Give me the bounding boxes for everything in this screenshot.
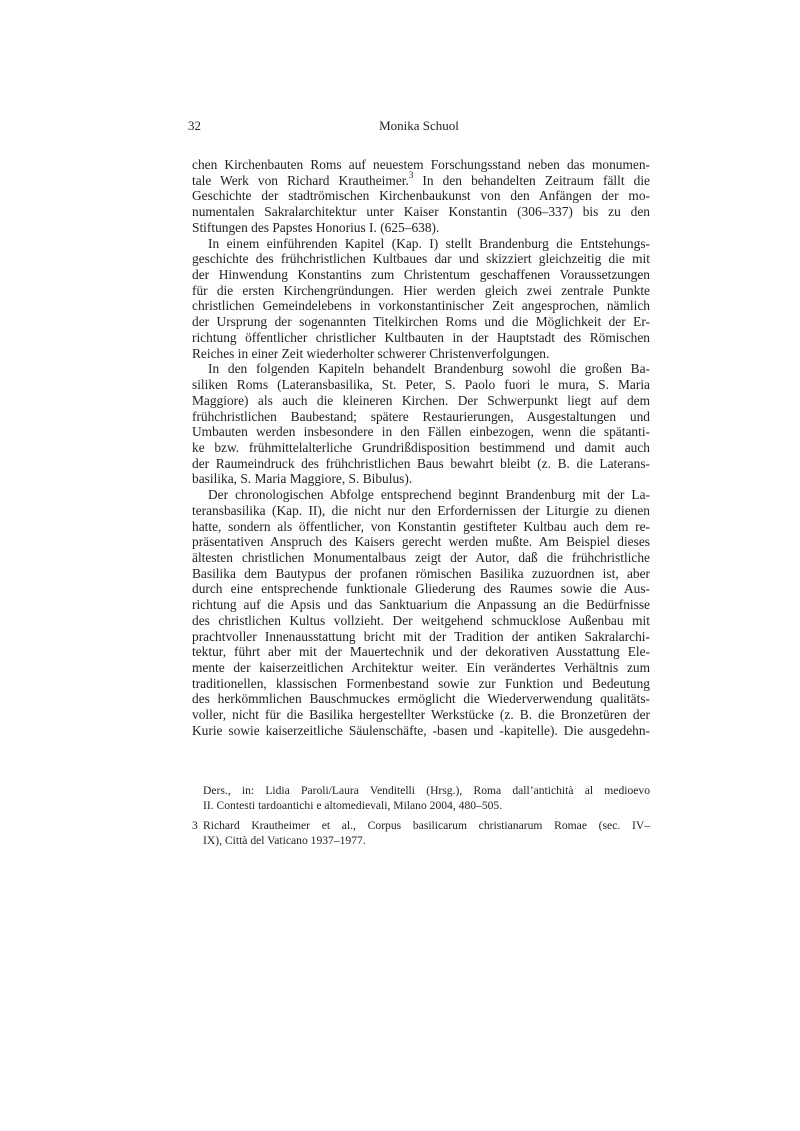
text-line: christlichen Gemeindelebens in vorkonstantinischer Zeit angesprochen, nämlich [192,298,650,314]
text-line: durch eine entsprechende funktionale Gliederung des Raumes sowie die Aus- [192,581,650,597]
text-line: numentalen Sakralarchitektur unter Kaiser Konstantin (306–337) bis zu den [192,204,650,220]
text-line: frühchristlichen Baubestand; spätere Restaurierungen, Ausgestaltungen und [192,408,650,424]
text-line: basilika, S. Maria Maggiore, S. Bibulus). [192,471,413,487]
text-line: hatte, sondern als öffentlicher, von Konstantin gestifteter Kultbau auch dem re- [192,518,650,534]
text-line: des herkömmlichen Bauschmuckes ermöglicht die Wiederverwendung qualitäts- [192,691,650,707]
paragraph [192,487,650,739]
text-line: In den folgenden Kapiteln behandelt Brandenburg sowohl die großen Ba- [208,361,650,377]
text-line: ältesten christlichen Monumentalbaus zeigt der Autor, daß die frühchristliche [192,549,650,565]
text-line: ke bzw. frühmittelalterliche Grundrißdisposition bestimmend und damit auch [192,439,650,455]
footnote-line: II. Contesti tardoantichi e altomedievali, Milano 2004, 480–505. [203,799,503,812]
text-line: chen Kirchenbauten Roms auf neuestem Forschungsstand neben das monumen- [192,157,650,172]
footnote-number: 3 [192,819,198,832]
text-line [192,170,650,189]
footnote [192,783,650,813]
text-line: richtung auf die Apsis und das Sanktuarium die Anpassung an die Bedürfnisse [192,597,650,613]
text-line: der Ursprung der sogenannten Titelkirchen Roms und die Möglichkeit der Er- [192,314,650,330]
text-line: richtung öffentlicher christlicher Kultbauten in der Hauptstadt des Römischen [192,329,650,345]
text-line: tektur, führt aber mit der Mauertechnik und der dekorativen Ausstattung Ele- [192,644,650,660]
text-segment: tale Werk von Richard Krautheimer. [192,172,409,188]
footnote-line: Ders., in: Lidia Paroli/Laura Venditelli (Hrsg.), Roma dall’antichità al medioevo [203,784,650,797]
text-line: Basilika dem Bautypus der profanen römischen Basilika zuzuordnen ist, aber [192,565,650,581]
text-line: Kurie sowie kaiserzeitliche Säulenschäfte, -basen und -kapitelle). Die ausgedehn- [192,722,650,738]
text-line: Geschichte der stadtrömischen Kirchenbaukunst von den Anfängen der mo- [192,188,650,204]
paragraph [192,157,650,236]
text-line: des christlichen Kultus vollzieht. Der weitgehend schmucklose Außenbau mit [192,612,650,628]
text-line: Umbauten werden insbesondere in den Fällen einbezogen, wenn die spätanti- [192,424,650,440]
page-number: 32 [188,118,201,133]
text-line: der Hinwendung Konstantins zum Christentum geschaffenen Voraussetzungen [192,267,650,283]
text-line: teransbasilika (Kap. II), die nicht nur den Erfordernissen der Liturgie zu dienen [192,502,650,518]
text-segment: In den behandelten Zeitraum fällt die [413,172,650,188]
page-header [188,118,650,134]
text-line: geschichte des frühchristlichen Kultbaues dar und skizziert gleichzeitig die mit [192,251,650,267]
text-line: der Raumeindruck des frühchristlichen Baus bewahrt bleibt (z. B. die Laterans- [192,455,650,471]
text-line: voller, nicht für die Basilika hergestellter Werkstücke (z. B. die Bronzetüren der [192,707,650,723]
paragraph [192,361,650,487]
text-line: für die ersten Kirchengründungen. Hier werden gleich zwei zentrale Punkte [192,282,650,298]
footnote [192,818,650,848]
text-line: Der chronologischen Abfolge entsprechend beginnt Brandenburg mit der La- [208,487,650,503]
text-line: mente der kaiserzeitlichen Architektur weiter. Ein verändertes Verhältnis zum [192,660,650,675]
text-line: Stiftungen des Papstes Honorius I. (625–638). [192,219,440,235]
running-head: Monika Schuol [379,118,459,133]
text-line: traditionellen, klassischen Formenbestand sowie zur Funktion und Bedeutung [192,675,650,691]
text-line: präsentativen Anspruch des Kaisers gerecht werden mußte. Am Beispiel dieses [192,534,650,550]
text-line: Reiches in einer Zeit wiederholter schwerer Christenverfolgungen. [192,345,550,361]
text-line: siliken Roms (Lateransbasilika, St. Peter, S. Paolo fuori le mura, S. Maria [192,377,650,393]
footnote-line: IX), Città del Vaticano 1937–1977. [203,834,366,847]
footnote-ref[interactable]: 3 [408,170,414,181]
text-line: prachtvoller Innenausstattung bricht mit der Tradition der antiken Sakralarchi- [192,628,650,644]
text-line: In einem einführenden Kapitel (Kap. I) stellt Brandenburg die Entstehungs- [208,235,650,251]
footnote-line: Richard Krautheimer et al., Corpus basilicarum christianarum Romae (sec. IV– [203,819,650,832]
main-text [192,157,650,739]
paragraph [192,236,650,362]
text-line: Maggiore) als auch die kleineren Kirchen. Der Schwerpunkt liegt auf dem [192,392,650,408]
